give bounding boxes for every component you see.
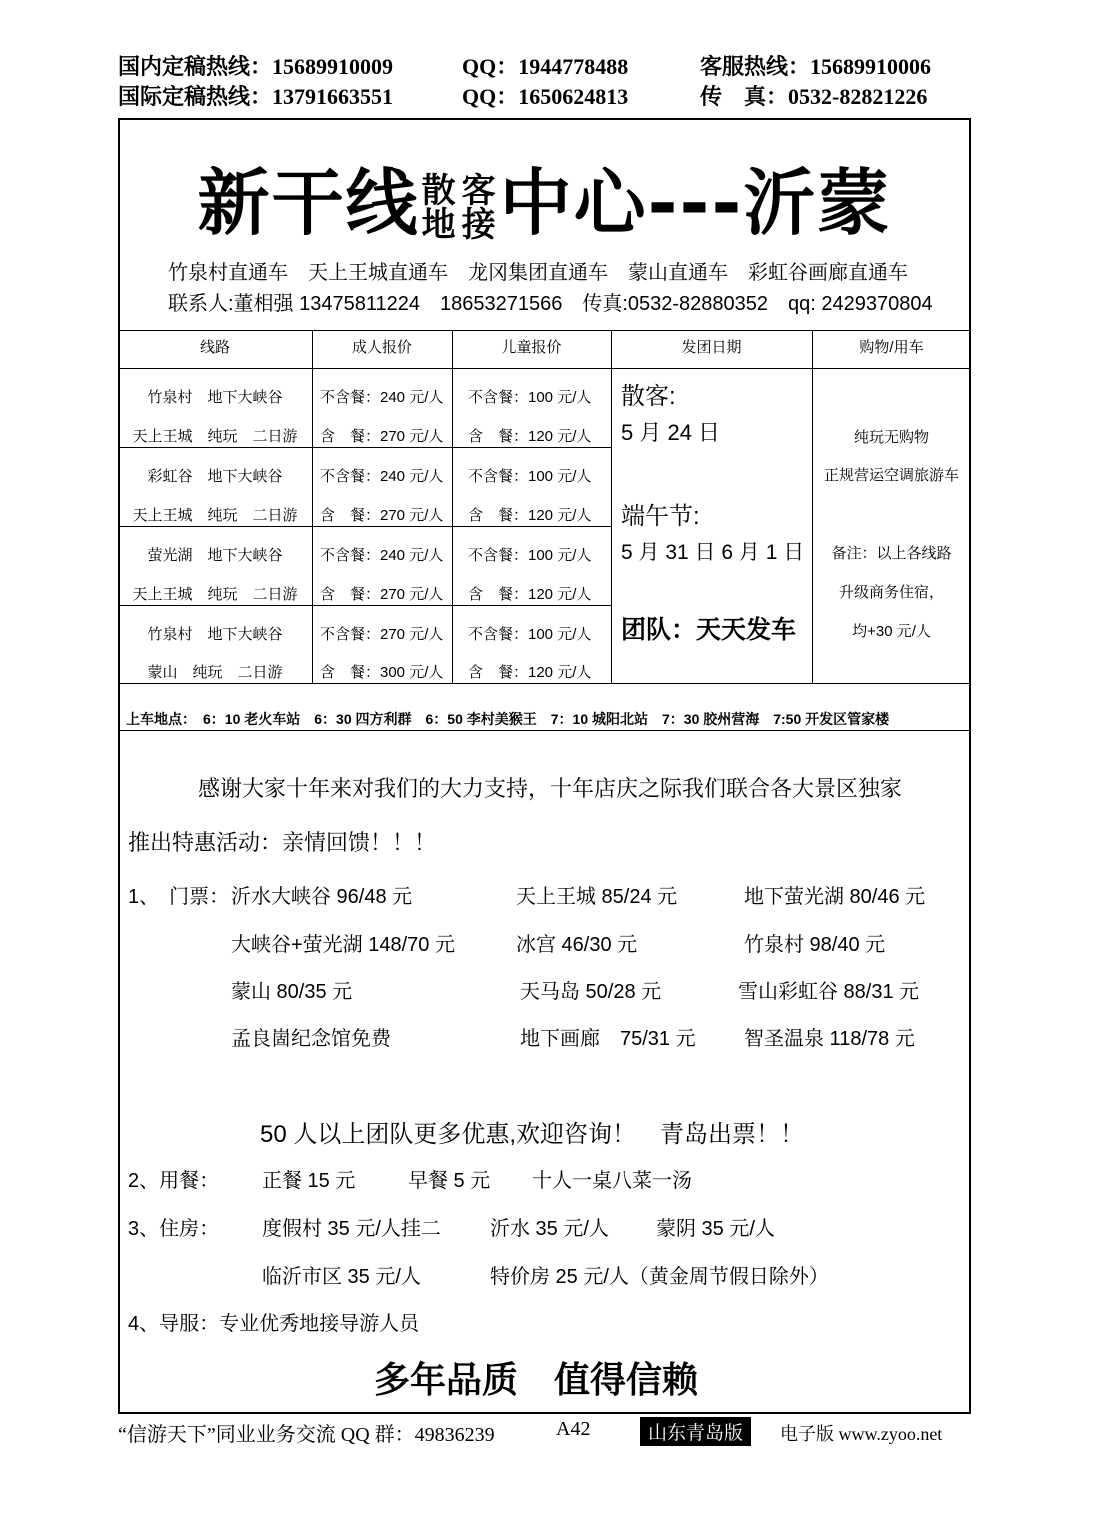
edition-badge: 山东青岛版 [640, 1417, 751, 1446]
header-shopping: 购物/用车 [859, 339, 924, 356]
lodging-item: 特价房 25 元/人（黄金周节假日除外） [490, 1266, 829, 1288]
ticket-item: 蒙山 80/35 元 [231, 981, 353, 1003]
ticket-item: 地下萤光湖 80/46 元 [744, 886, 926, 908]
table-row-adult: 含 餐：270 元/人 [320, 428, 444, 445]
team-departure: 团队：天天发车 [621, 616, 797, 644]
table-row-child: 不含餐：100 元/人 [468, 547, 592, 564]
sanke-date: 5 月 24 日 [621, 420, 721, 445]
shopping-note-2: 升级商务住宿， [838, 584, 944, 601]
lodging-item: 度假村 35 元/人挂二 [262, 1218, 441, 1240]
table-row-child: 不含餐：100 元/人 [468, 626, 592, 643]
ticket-item: 智圣温泉 118/78 元 [744, 1028, 915, 1050]
stack1-top: 散 [421, 171, 458, 212]
routes-line: 竹泉村直通车 天上王城直通车 龙冈集团直通车 蒙山直通车 彩虹谷画廊直通车 [168, 262, 908, 284]
qq-2: QQ：1650624813 [462, 84, 629, 109]
table-row-route: 天上王城 纯玩 二日游 [132, 586, 298, 603]
row-line-3 [118, 605, 611, 606]
footer-page: A42 [556, 1418, 591, 1440]
ticket-item: 天上王城 85/24 元 [516, 886, 678, 908]
table-row-adult: 含 餐：270 元/人 [320, 507, 444, 524]
page-title [118, 145, 971, 249]
table-row-child: 不含餐：100 元/人 [468, 468, 592, 485]
header-route: 线路 [199, 339, 230, 356]
table-row-child: 不含餐：100 元/人 [468, 389, 592, 406]
shopping-note-1: 备注：以上各线路 [831, 545, 952, 562]
ticket-item: 竹泉村 98/40 元 [744, 934, 886, 956]
slogan: 多年品质 值得信赖 [374, 1359, 699, 1400]
table-row-child: 含 餐：120 元/人 [468, 428, 592, 445]
col-line-3 [611, 330, 612, 683]
col-line-1 [312, 330, 313, 683]
ticket-item: 沂水大峡谷 96/48 元 [231, 886, 413, 908]
table-row-route: 天上王城 纯玩 二日游 [132, 428, 298, 445]
header-adult: 成人报价 [351, 339, 412, 356]
row-line-1 [118, 447, 611, 448]
footer-site[interactable]: 电子版 www.zyoo.net [780, 1424, 943, 1444]
stack2-top: 客 [461, 171, 498, 212]
qq-1: QQ：1944778488 [462, 54, 629, 79]
meal-item: 早餐 5 元 [408, 1170, 491, 1192]
tickets-label: 1、 门票： [128, 886, 230, 908]
table-row-route: 竹泉村 地下大峡谷 [147, 389, 283, 406]
header-date: 发团日期 [681, 339, 742, 356]
table-row-adult: 不含餐：270 元/人 [320, 626, 444, 643]
shopping-note-3: 均+30 元/人 [852, 623, 931, 640]
boarding-points: 上车地点： 6：10 老火车站 6：30 四方利群 6：50 李村美猴王 7：10 城阳北站 7：30 胶州营海 7:50 开发区管家楼 [126, 711, 890, 727]
duanwu-label: 端午节: [621, 503, 700, 530]
lodging-item: 蒙阴 35 元/人 [656, 1218, 775, 1240]
meal-item: 正餐 15 元 [262, 1170, 356, 1192]
shopping-line-2: 正规营运空调旅游车 [823, 467, 959, 484]
table-row-child: 含 餐：120 元/人 [468, 586, 592, 603]
lodging-label: 3、住房： [128, 1218, 220, 1240]
title-stack-1 [421, 171, 458, 246]
group-note: 50 人以上团队更多优惠,欢迎咨询！ 青岛出票！！ [260, 1121, 805, 1148]
sanke-label: 散客: [621, 383, 676, 410]
intl-hotline: 国际定稿热线：13791663551 [118, 84, 394, 109]
service-hotline: 客服热线：15689910006 [700, 54, 932, 79]
table-row-route: 天上王城 纯玩 二日游 [132, 507, 298, 524]
table-row-adult: 不含餐：240 元/人 [320, 389, 444, 406]
lodging-item: 临沂市区 35 元/人 [262, 1266, 421, 1288]
stack2-bottom: 接 [461, 205, 498, 246]
table-row-adult: 含 餐：300 元/人 [320, 664, 444, 681]
title-left: 新干线 [197, 161, 420, 245]
table-header-line [118, 368, 971, 369]
ticket-item: 冰宫 46/30 元 [516, 934, 638, 956]
shopping-line-1: 纯玩无购物 [853, 429, 929, 446]
table-row-route: 彩虹谷 地下大峡谷 [147, 468, 283, 485]
meal-item: 十人一桌八菜一汤 [532, 1170, 692, 1192]
table-row-child: 含 餐：120 元/人 [468, 664, 592, 681]
table-row-route: 萤光湖 地下大峡谷 [147, 547, 283, 564]
lodging-item: 沂水 35 元/人 [490, 1218, 609, 1240]
row-line-2 [118, 526, 611, 527]
duanwu-date: 5 月 31 日 6 月 1 日 [621, 541, 805, 564]
fax: 传 真：0532-82821226 [700, 84, 928, 109]
boarding-line [118, 730, 971, 731]
meals-label: 2、用餐： [128, 1170, 220, 1192]
ticket-item: 地下画廊 75/31 元 [520, 1028, 696, 1050]
domestic-hotline: 国内定稿热线：15689910009 [118, 54, 394, 79]
stack1-bottom: 地 [421, 205, 458, 246]
table-top-line [118, 330, 971, 331]
table-row-child: 含 餐：120 元/人 [468, 507, 592, 524]
footer-qq-group: “信游天下”同业业务交流 QQ 群：49836239 [118, 1424, 495, 1446]
ticket-item: 雪山彩虹谷 88/31 元 [738, 981, 920, 1003]
contact-line: 联系人:董相强 13475811224 18653271566 传真:0532-82880352 qq: 2429370804 [168, 293, 933, 315]
intro-line-2: 推出特惠活动：亲情回馈！！！ [128, 830, 437, 855]
title-right: 中心---沂蒙 [499, 161, 892, 245]
title-stack-2 [461, 171, 498, 246]
col-line-2 [452, 330, 453, 683]
ticket-item: 孟良崮纪念馆免费 [231, 1028, 391, 1050]
table-row-adult: 含 餐：270 元/人 [320, 586, 444, 603]
table-bottom-line [118, 683, 971, 684]
intro-line-1: 感谢大家十年来对我们的大力支持，十年店庆之际我们联合各大景区独家 [198, 776, 903, 801]
table-row-adult: 不含餐：240 元/人 [320, 468, 444, 485]
ticket-item: 大峡谷+萤光湖 148/70 元 [231, 934, 455, 956]
table-row-adult: 不含餐：240 元/人 [320, 547, 444, 564]
table-row-route: 蒙山 纯玩 二日游 [147, 664, 283, 681]
guide-service: 4、导服：专业优秀地接导游人员 [128, 1313, 420, 1335]
table-row-route: 竹泉村 地下大峡谷 [147, 626, 283, 643]
header-child: 儿童报价 [501, 339, 562, 356]
ticket-item: 天马岛 50/28 元 [520, 981, 662, 1003]
